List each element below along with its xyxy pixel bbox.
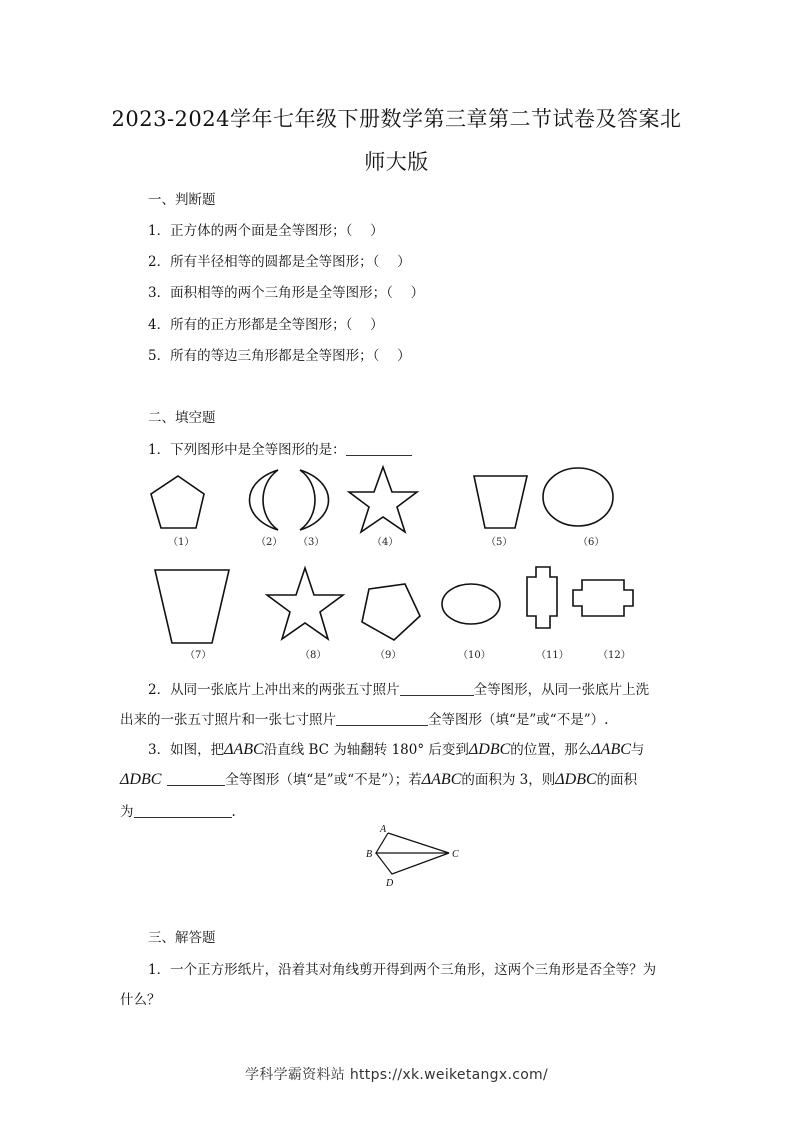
shape-10-ellipse: [442, 584, 500, 624]
q3-text-c: 的位置，那么: [510, 742, 592, 758]
page-title-line2: 师大版: [364, 150, 429, 174]
answer-question-1-line1: 1．一个正方形纸片，沿着其对角线剪开得到两个三角形，这两个三角形是否全等？为: [148, 962, 657, 978]
q3-text-h: 为: [120, 804, 134, 820]
answer-blank[interactable]: [167, 771, 225, 786]
fig-caption-8: （8）: [300, 650, 327, 661]
shape-5-trapezoid: [474, 476, 527, 528]
judgment-item-5: 5．所有的等边三角形都是全等图形；（ ）: [148, 348, 411, 364]
shape-7-trapezoid: [155, 570, 229, 643]
q3-text-a: 3．如图，把: [148, 742, 225, 758]
fig-caption-11: （11）: [536, 650, 569, 661]
page-title-line1: 2023-2024学年七年级下册数学第三章第二节试卷及答案北: [111, 107, 682, 131]
q3-triangle-abc: ΔABC: [591, 741, 631, 758]
fig-caption-3: （3）: [298, 537, 325, 548]
fig-caption-9: （9）: [375, 650, 402, 661]
shape-9-pentagon: [362, 584, 420, 640]
section-heading-judgment: 一、判断题: [148, 192, 216, 208]
q3-triangle-abc: ΔABC: [224, 741, 264, 758]
fig-caption-2: （2）: [256, 537, 283, 548]
fig-caption-10: （10）: [458, 650, 491, 661]
shape-12-cross: [573, 580, 633, 616]
shape-11-cross: [527, 567, 557, 628]
q2-text-d: 全等图形（填“是”或“不是”）.: [428, 712, 609, 728]
fig-caption-1: （1）: [168, 537, 195, 548]
label-C: C: [452, 849, 459, 860]
section-heading-answer: 三、解答题: [148, 930, 216, 946]
fill-question-2-line1: [148, 678, 649, 698]
shape-2-crescent: [250, 470, 279, 530]
q3-triangle-dbc: ΔDBC: [468, 741, 511, 758]
footer-watermark: 学科学霸资料站 https://xk.weiketangx.com/: [244, 1067, 549, 1083]
label-A: A: [380, 824, 387, 835]
answer-blank[interactable]: [134, 803, 232, 818]
q2-text-a: 2．从同一张底片上冲出来的两张五寸照片: [148, 682, 400, 698]
q3-text-g: 的面积: [596, 772, 638, 788]
judgment-item-3: 3．面积相等的两个三角形是全等图形；（ ）: [148, 285, 425, 301]
shape-8-star: [267, 568, 343, 639]
q2-text-c: 出来的一张五寸照片和一张七寸照片: [120, 712, 336, 728]
q3-triangle-abc: ΔABC: [421, 771, 462, 788]
answer-blank[interactable]: [400, 681, 474, 696]
q3-triangle-dbc: ΔDBC: [555, 771, 597, 788]
shape-6-ellipse: [543, 468, 613, 526]
judgment-item-2: 2．所有半径相等的圆都是全等图形；（ ）: [148, 254, 411, 270]
answer-question-1-line2: 什么？: [120, 992, 161, 1008]
shape-4-star: [349, 467, 417, 532]
fill-question-3-line3: [120, 800, 236, 820]
q3-text-d: 与: [630, 742, 645, 758]
q3-triangle-dbc: ΔDBC: [120, 771, 162, 788]
fig-caption-6: （6）: [578, 537, 605, 548]
q3-text-b: 沿直线 BC 为轴翻转 180° 后变到: [263, 742, 469, 758]
fill-question-3-line1: [148, 738, 644, 759]
shape-3-crescent: [300, 470, 329, 530]
section-heading-fill: 二、填空题: [148, 410, 216, 426]
label-D: D: [386, 878, 394, 889]
q3-text-f: 的面积为 3，则: [461, 772, 556, 788]
q3-text-e: 全等图形（填“是”或“不是”）；若: [225, 772, 422, 788]
fig-caption-4: （4）: [372, 537, 399, 548]
fill-question-2-line2: [120, 708, 608, 728]
q2-text-b: 全等图形，从同一张底片上洗: [473, 682, 650, 698]
label-B: B: [366, 849, 373, 860]
judgment-item-4: 4．所有的正方形都是全等图形；（ ）: [148, 317, 384, 333]
fig-caption-5: （5）: [486, 537, 513, 548]
q3-text-end: .: [231, 804, 236, 820]
fill-question-3-line2: [120, 768, 637, 789]
fig-caption-7: （7）: [185, 650, 212, 661]
triangle-diagram: [376, 833, 449, 874]
judgment-item-1: 1．正方体的两个面是全等图形；（ ）: [148, 223, 384, 239]
shape-1-pentagon: [151, 476, 204, 528]
answer-blank[interactable]: [336, 711, 428, 726]
fill-q1-text: 1．下列图形中是全等图形的是：: [148, 442, 346, 458]
fig-caption-12: （12）: [598, 650, 631, 661]
